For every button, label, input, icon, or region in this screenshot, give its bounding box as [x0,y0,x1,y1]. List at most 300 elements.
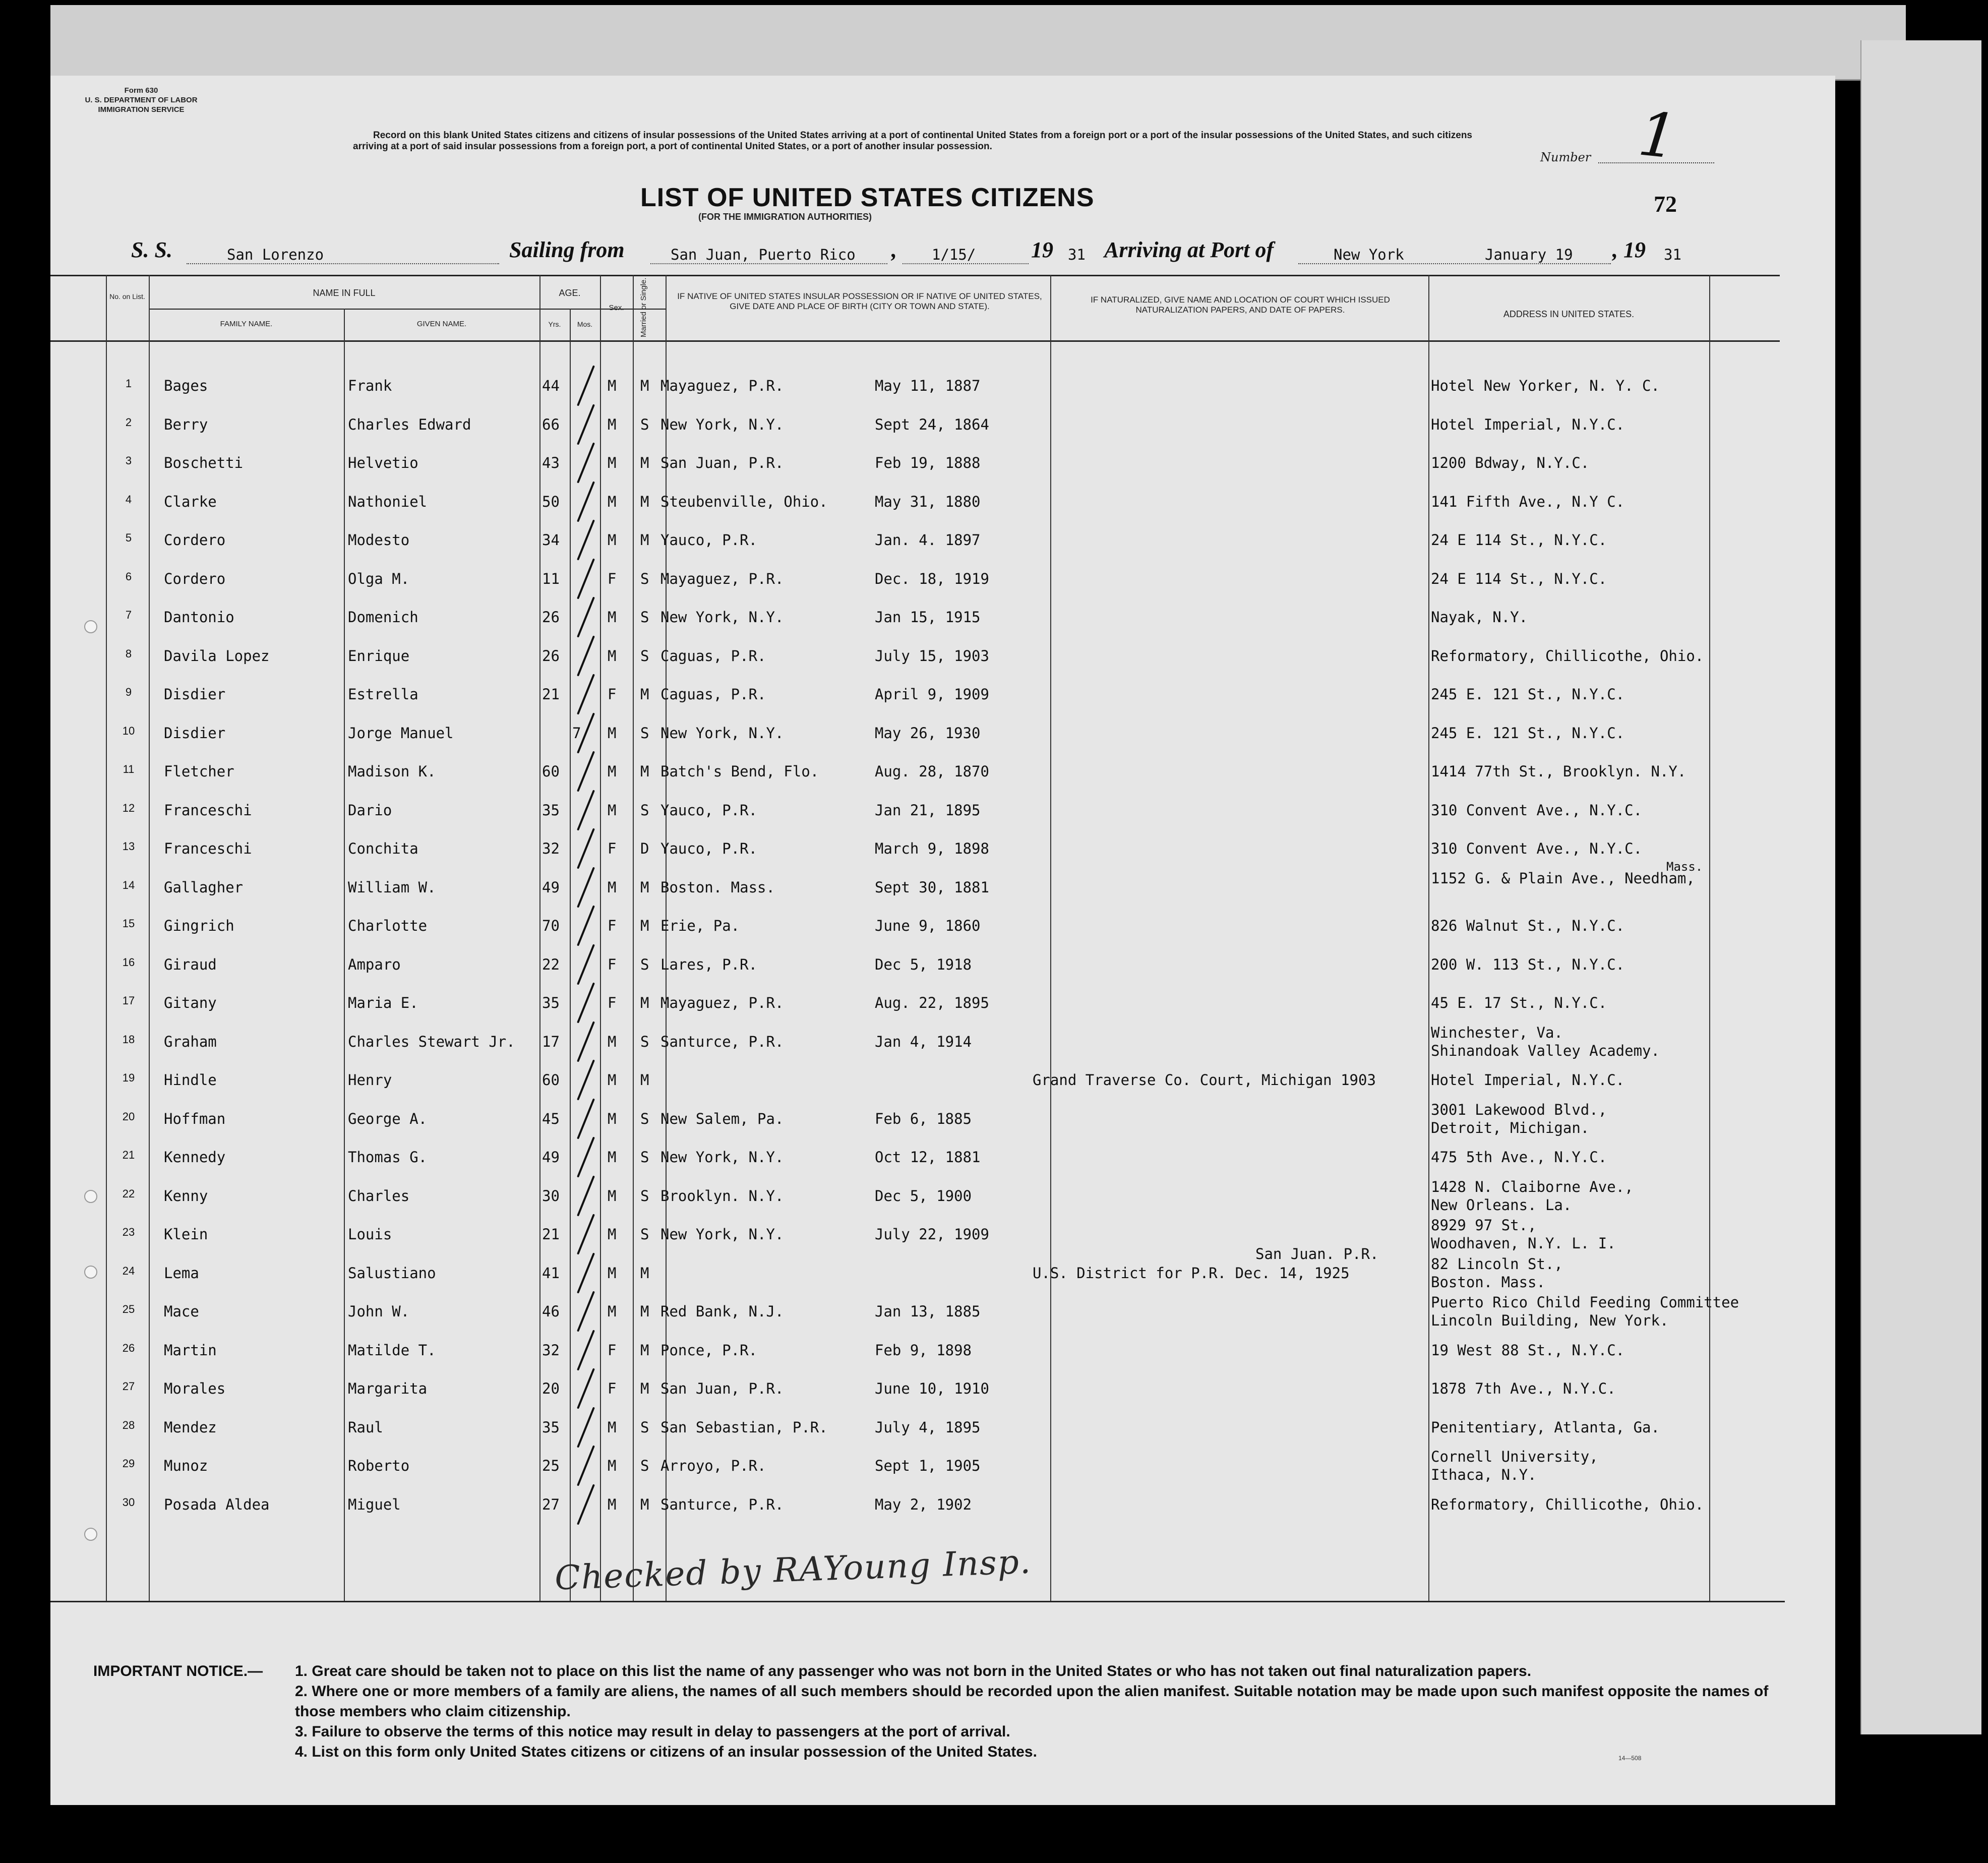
birth-place: Batch's Bend, Flo. [660,763,819,780]
birth-place: New Salem, Pa. [660,1110,784,1127]
family-name: Berry [164,416,208,433]
marital-status: M [640,686,649,703]
address-line-2: New Orleans. La. [1431,1196,1572,1214]
address-line-1: Reformatory, Chillicothe, Ohio. [1431,647,1704,665]
birth-date: Jan 4, 1914 [875,1033,972,1050]
address-line-1: 1200 Bdway, N.Y.C. [1431,454,1590,471]
sex: F [608,1342,617,1359]
row-number: 1 [125,377,132,390]
punch-hole [84,1528,97,1541]
age-years: 70 [542,917,560,934]
age-years: 60 [542,763,560,780]
address-line-1: 200 W. 113 St., N.Y.C. [1431,956,1625,973]
row-number: 7 [125,609,132,621]
given-name: Henry [348,1071,392,1089]
address-line-1: 310 Convent Ave., N.Y.C. [1431,802,1643,819]
age-years: 11 [542,570,560,587]
age-years: 66 [542,416,560,433]
row-number: 18 [122,1033,135,1046]
sex: M [608,1226,617,1243]
birth-place: Caguas, P.R. [660,647,766,665]
col-rule-end [1709,275,1710,1601]
sex: M [608,802,617,819]
given-name: Roberto [348,1457,410,1474]
row-number: 16 [122,956,135,969]
sex: M [608,1496,617,1513]
address-line-1: 141 Fifth Ave., N.Y C. [1431,493,1625,510]
sex: F [608,570,617,587]
family-name: Munoz [164,1457,208,1474]
address-line-1: 82 Lincoln St., [1431,1255,1563,1273]
sex: M [608,1457,617,1474]
marital-status: M [640,994,649,1011]
sex: F [608,686,617,703]
address-line-1: Penitentiary, Atlanta, Ga. [1431,1419,1660,1436]
row-number: 14 [122,879,135,891]
birth-date: Sept 30, 1881 [875,879,989,896]
sex: F [608,840,617,857]
address-line-2: Lincoln Building, New York. [1431,1312,1669,1329]
row-number: 12 [122,802,135,814]
page-subtitle: (FOR THE IMMIGRATION AUTHORITIES) [698,212,872,222]
notice-item: 2. Where one or more members of a family are aliens, the names of all such members should be recorded upon the alien manifest. Suitable notation may be made upon such manifest opposite the names of those members who claim citizenship. [295,1683,1769,1720]
address-line-2: Detroit, Michigan. [1431,1119,1590,1136]
birth-place: San Juan, P.R. [660,1380,784,1397]
family-name: Disdier [164,686,226,703]
comma-2: , [1612,237,1618,262]
age-years: 26 [542,647,560,665]
table-header-rule [50,340,1780,342]
row-number: 21 [122,1149,135,1161]
header-address: ADDRESS IN UNITED STATES. [1503,309,1635,319]
birth-place: San Juan, P.R. [660,454,784,471]
marital-status: S [640,1419,649,1436]
birth-date: May 31, 1880 [875,493,981,510]
birth-place: Yauco, P.R. [660,802,758,819]
notice-item: 4. List on this form only United States citizens or citizens of an insular possession of the United States. [295,1744,1037,1760]
age-years: 25 [542,1457,560,1474]
checked-by-signature: Checked by RAYoung Insp. [554,1542,1033,1598]
birth-place: San Sebastian, P.R. [660,1419,828,1436]
birth-place: Lares, P.R. [660,956,758,973]
birth-place: Mayaguez, P.R. [660,570,784,587]
marital-status: S [640,570,649,587]
col-rule-sex [600,275,601,1601]
row-number: 22 [122,1187,135,1200]
age-years: 30 [542,1187,560,1205]
birth-date: June 9, 1860 [875,917,981,934]
ship-line [187,263,499,264]
row-number: 5 [125,531,132,544]
address-line-1: 45 E. 17 St., N.Y.C. [1431,994,1607,1011]
given-name: Margarita [348,1380,428,1397]
print-code: 14—508 [1618,1755,1642,1762]
arriving-label: Arriving at Port of [1104,237,1274,262]
form-number: Form 630 [124,86,158,95]
row-number: 8 [125,647,132,660]
arrive-date: January 19 [1485,246,1573,263]
age-years: 17 [542,1033,560,1050]
family-name: Davila Lopez [164,647,270,665]
family-name: Graham [164,1033,217,1050]
age-years: 32 [542,840,560,857]
comma-1: , [891,237,897,262]
birth-date: July 4, 1895 [875,1419,981,1436]
header-no-on-list: No. on List. [109,292,145,301]
age-months: 7 [572,725,581,742]
age-years: 21 [542,686,560,703]
marital-status: M [640,1265,649,1282]
row-number: 29 [122,1457,135,1470]
sail-date: 1/15/ [932,246,976,263]
service: IMMIGRATION SERVICE [98,105,185,114]
birth-place: Red Bank, N.J. [660,1303,784,1320]
marital-status: M [640,454,649,471]
row-number: 28 [122,1419,135,1431]
given-name: Olga M. [348,570,410,587]
birth-date: July 15, 1903 [875,647,989,665]
age-years: 46 [542,1303,560,1320]
birth-place: Mayaguez, P.R. [660,377,784,394]
marital-status: M [640,1071,649,1089]
header-birth: IF NATIVE OF UNITED STATES INSULAR POSSESSION OR IF NATIVE OF UNITED STATES, GIVE DATE AND PLACE OF BIRTH (CITY OR TOWN AND STATE). [677,291,1042,311]
age-years: 32 [542,1342,560,1359]
row-number: 27 [122,1380,135,1393]
naturalization-location: San Juan. P.R. [1255,1245,1379,1263]
given-name: Charles Edward [348,416,471,433]
age-years: 60 [542,1071,560,1089]
row-number: 6 [125,570,132,583]
naturalization-court: U.S. District for P.R. Dec. 14, 1925 [1033,1265,1350,1282]
age-years: 35 [542,1419,560,1436]
col-rule-mos [570,309,571,1601]
given-name: Salustiano [348,1265,436,1282]
family-name: Morales [164,1380,226,1397]
row-number: 20 [122,1110,135,1123]
notice-item: 3. Failure to observe the terms of this notice may result in delay to passengers at the port of arrival. [295,1723,1010,1740]
birth-date: Feb 19, 1888 [875,454,981,471]
sheet-number: 72 [1654,191,1677,217]
birth-place: Santurce, P.R. [660,1496,784,1513]
marital-status: S [640,416,649,433]
birth-place: Brooklyn. N.Y. [660,1187,784,1205]
birth-date: Jan 21, 1895 [875,802,981,819]
col-rule-addr [1428,275,1429,1601]
address-line-1: Nayak, N.Y. [1431,609,1528,626]
birth-place: New York, N.Y. [660,1226,784,1243]
marital-status: S [640,1149,649,1166]
birth-date: Aug. 22, 1895 [875,994,989,1011]
address-line-1: 8929 97 St., [1431,1217,1537,1234]
address-line-2: Ithaca, N.Y. [1431,1466,1537,1483]
birth-place: Caguas, P.R. [660,686,766,703]
col-rule-given [344,309,345,1601]
given-name: Estrella [348,686,418,703]
age-years: 44 [542,377,560,394]
marital-status: S [640,1457,649,1474]
given-name: Amparo [348,956,401,973]
address-line-1: 310 Convent Ave., N.Y.C. [1431,840,1643,857]
age-years: 21 [542,1226,560,1243]
row-number: 4 [125,493,132,506]
birth-place: Mayaguez, P.R. [660,994,784,1011]
marital-status: M [640,879,649,896]
family-name: Hoffman [164,1110,226,1127]
row-number: 25 [122,1303,135,1315]
sex: M [608,725,617,742]
age-years: 34 [542,531,560,549]
age-years: 43 [542,454,560,471]
header-family-name: FAMILY NAME. [220,320,273,328]
address-line-1: Hotel Imperial, N.Y.C. [1431,416,1625,433]
sex: M [608,454,617,471]
background-sheet-edge [1860,40,1981,1734]
age-years: 49 [542,879,560,896]
family-name: Clarke [164,493,217,510]
sailing-label: Sailing from [509,237,625,262]
given-name: Jorge Manuel [348,725,454,742]
birth-place: Boston. Mass. [660,879,775,896]
address-line-1: 245 E. 121 St., N.Y.C. [1431,725,1625,742]
family-name: Kenny [164,1187,208,1205]
birth-date: July 22, 1909 [875,1226,989,1243]
family-name: Franceschi [164,840,252,857]
given-name: Helvetio [348,454,418,471]
sex: M [608,1033,617,1050]
given-name: Dario [348,802,392,819]
birth-place: Arroyo, P.R. [660,1457,766,1474]
row-number: 19 [122,1071,135,1084]
form-identification [66,86,217,114]
birth-place: Steubenville, Ohio. [660,493,828,510]
age-years: 41 [542,1265,560,1282]
col-rule-family [149,275,150,1601]
sex: M [608,1419,617,1436]
sex: F [608,994,617,1011]
address-line-1: 245 E. 121 St., N.Y.C. [1431,686,1625,703]
birth-date: Feb 9, 1898 [875,1342,972,1359]
sex: M [608,493,617,510]
marital-status: M [640,1380,649,1397]
page-title: LIST OF UNITED STATES CITIZENS [640,183,1095,212]
birth-place: Yauco, P.R. [660,840,758,857]
marital-status: M [640,493,649,510]
birth-date: Dec 5, 1918 [875,956,972,973]
sex: M [608,1110,617,1127]
given-name: Louis [348,1226,392,1243]
address-line-1: Puerto Rico Child Feeding Committee [1431,1294,1739,1311]
address-line-1: Reformatory, Chillicothe, Ohio. [1431,1496,1704,1513]
birth-date: Aug. 28, 1870 [875,763,989,780]
age-years: 50 [542,493,560,510]
given-name: Modesto [348,531,410,549]
family-name: Mace [164,1303,199,1320]
name-subheader-rule [149,309,666,310]
marital-status: S [640,609,649,626]
col-rule-age [539,275,540,1601]
marital-status: M [640,377,649,394]
header-yrs: Yrs. [548,320,561,328]
row-number: 9 [125,686,132,698]
row-number: 11 [123,763,135,775]
given-name: Charlotte [348,917,428,934]
family-name: Gallagher [164,879,244,896]
family-name: Kennedy [164,1149,226,1166]
family-name: Hindle [164,1071,217,1089]
sail-year: 31 [1068,246,1086,263]
birth-place: Ponce, P.R. [660,1342,758,1359]
given-name: Maria E. [348,994,418,1011]
row-number: 24 [122,1265,135,1277]
marital-status: S [640,725,649,742]
given-name: Matilde T. [348,1342,436,1359]
family-name: Mendez [164,1419,217,1436]
sex: M [608,1071,617,1089]
birth-date: March 9, 1898 [875,840,989,857]
address-line-2: Mass. [1666,860,1703,874]
birth-date: Dec 5, 1900 [875,1187,972,1205]
header-mos: Mos. [577,320,593,328]
marital-status: S [640,647,649,665]
col-rule-birth [666,275,667,1601]
age-years: 35 [542,994,560,1011]
given-name: John W. [348,1303,410,1320]
marital-status: M [640,763,649,780]
marital-status: M [640,1342,649,1359]
marital-status: M [640,917,649,934]
background-sheet [50,5,1906,81]
row-number: 13 [122,840,135,853]
given-name: Frank [348,377,392,394]
family-name: Disdier [164,725,226,742]
address-line-1: 24 E 114 St., N.Y.C. [1431,531,1607,549]
marital-status: D [640,840,649,857]
address-line-2: Shinandoak Valley Academy. [1431,1042,1660,1059]
address-line-1: 1152 G. & Plain Ave., Needham, [1431,870,1695,887]
given-name: William W. [348,879,436,896]
marital-status: S [640,1226,649,1243]
birth-date: Sept 24, 1864 [875,416,989,433]
address-line-2: Boston. Mass. [1431,1274,1545,1291]
row-number: 26 [122,1342,135,1354]
birth-date: Jan 13, 1885 [875,1303,981,1320]
sex: F [608,956,617,973]
row-number: 30 [122,1496,135,1509]
family-name: Franceschi [164,802,252,819]
address-line-1: 1428 N. Claiborne Ave., [1431,1178,1634,1195]
birth-date: Sept 1, 1905 [875,1457,981,1474]
header-naturalized: IF NATURALIZED, GIVE NAME AND LOCATION OF COURT WHICH ISSUED NATURALIZATION PAPERS, AND DATE OF PAPERS. [1091,295,1390,315]
sex: M [608,647,617,665]
address-line-2: Woodhaven, N.Y. L. I. [1431,1235,1616,1252]
sex: M [608,763,617,780]
age-years: 49 [542,1149,560,1166]
marital-status: S [640,802,649,819]
sex: F [608,1380,617,1397]
to-port-line [1298,263,1611,264]
family-name: Martin [164,1342,217,1359]
birth-date: May 26, 1930 [875,725,981,742]
punch-hole [84,1190,97,1203]
family-name: Bages [164,377,208,394]
address-line-1: 475 5th Ave., N.Y.C. [1431,1149,1607,1166]
sex: M [608,416,617,433]
number-value: 1 [1635,99,1681,173]
row-number: 10 [122,725,135,737]
notice-item: 1. Great care should be taken not to place on this list the name of any passenger who was not born in the United States or who has not taken out final naturalization papers. [295,1663,1532,1679]
age-years: 27 [542,1496,560,1513]
address-line-1: 3001 Lakewood Blvd., [1431,1101,1607,1118]
naturalization-court: Grand Traverse Co. Court, Michigan 1903 [1033,1071,1376,1089]
ss-label: S. S. [131,237,172,262]
birth-date: April 9, 1909 [875,686,989,703]
birth-place: Santurce, P.R. [660,1033,784,1050]
sail-year-prefix: 19 [1031,237,1053,262]
row-number: 17 [122,994,135,1007]
birth-date: Jan. 4. 1897 [875,531,981,549]
row-number: 2 [125,416,132,429]
given-name: Raul [348,1419,383,1436]
given-name: Enrique [348,647,410,665]
birth-place: Erie, Pa. [660,917,740,934]
punch-hole [84,620,97,633]
to-port: New York [1334,246,1404,263]
punch-hole [84,1266,97,1279]
given-name: Charles Stewart Jr. [348,1033,515,1050]
arrive-year: 31 [1664,246,1681,263]
age-years: 20 [542,1380,560,1397]
marital-status: M [640,1303,649,1320]
family-name: Dantonio [164,609,234,626]
from-port: San Juan, Puerto Rico [671,246,856,263]
marital-status: S [640,1033,649,1050]
table-top-rule [50,275,1780,276]
family-name: Lema [164,1265,199,1282]
sex: M [608,377,617,394]
marital-status: M [640,531,649,549]
header-age: AGE. [559,288,581,298]
family-name: Gingrich [164,917,234,934]
notice-list [295,1661,1787,1762]
family-name: Boschetti [164,454,244,471]
address-line-1: 1414 77th St., Brooklyn. N.Y. [1431,763,1686,780]
birth-place: New York, N.Y. [660,1149,784,1166]
sex: M [608,1265,617,1282]
row-number: 15 [122,917,135,930]
family-name: Gitany [164,994,217,1011]
record-instruction: Record on this blank United States citizens and citizens of insular possessions of the United States arriving at a port of continental United States from a foreign port or a port of the insular possessions of the United States, and such citizens arriving at a port of said insular possessions from a foreign port, a port of continental United States, or a port of another insular possession. [353,130,1472,152]
address-line-1: Winchester, Va. [1431,1024,1563,1041]
address-line-1: 1878 7th Ave., N.Y.C. [1431,1380,1616,1397]
sex: M [608,1187,617,1205]
marital-status: S [640,956,649,973]
ship-name: San Lorenzo [227,246,324,263]
birth-place: New York, N.Y. [660,725,784,742]
sex: M [608,1149,617,1166]
col-rule-nat [1050,275,1051,1601]
birth-date: June 10, 1910 [875,1380,989,1397]
header-married-single: Married or Single. [639,277,648,338]
birth-date: May 11, 1887 [875,377,981,394]
given-name: Miguel [348,1496,401,1513]
row-number: 3 [125,454,132,467]
sex: M [608,1303,617,1320]
row-number: 23 [122,1226,135,1238]
marital-status: M [640,1496,649,1513]
birth-date: May 2, 1902 [875,1496,972,1513]
sail-date-line [902,263,1029,264]
family-name: Cordero [164,531,226,549]
